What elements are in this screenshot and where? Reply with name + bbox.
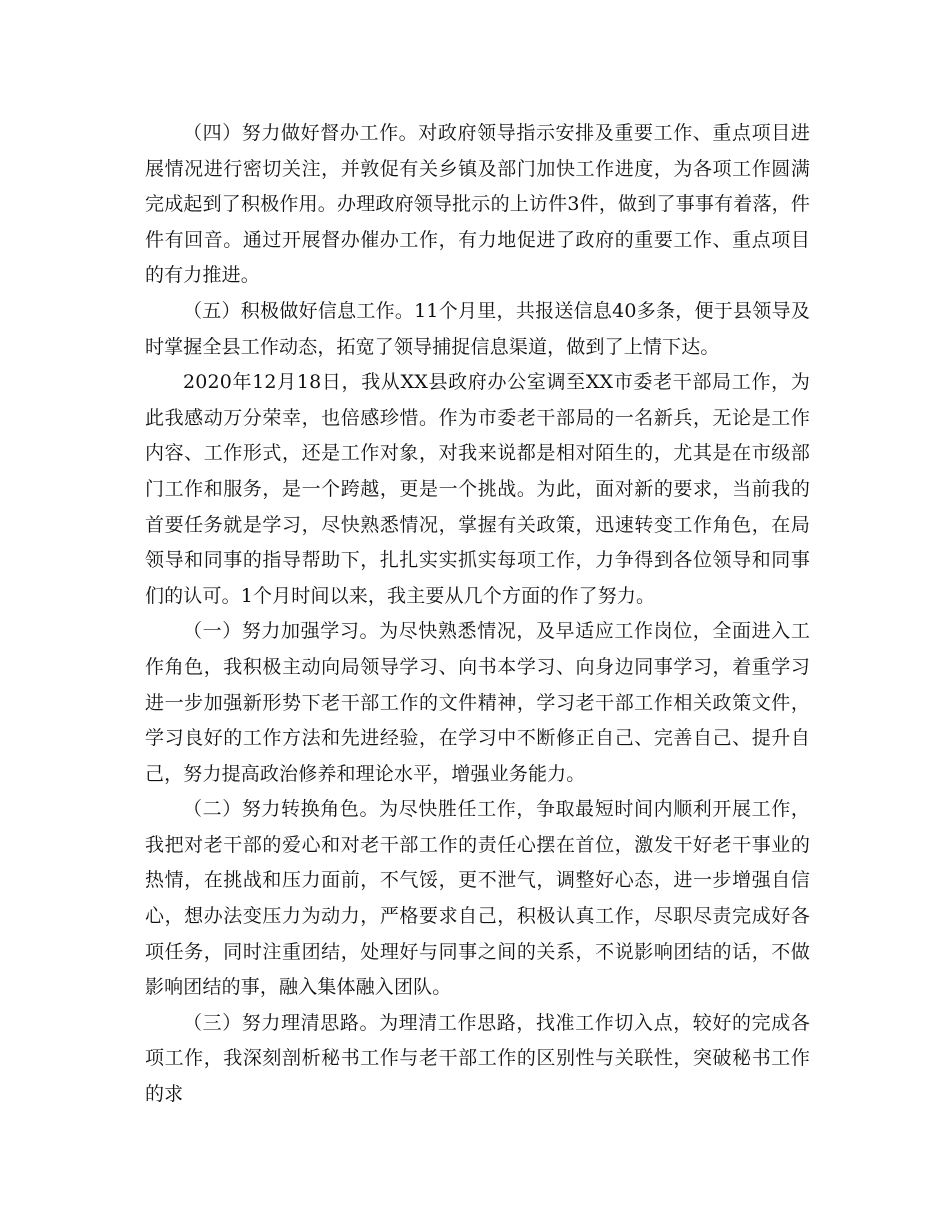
- paragraph-supervision: （四）努力做好督办工作。对政府领导指示安排及重要工作、重点项目进展情况进行密切关注，并敦促有关乡镇及部门加快工作进度，为各项工作圆满完成起到了积极作用。办理政府领导批示的上访件3件，做到了事事有着落，件件有回音。通过开展督办催办工作，有力地促进了政府的重要工作、重点项目的有力推进。: [145, 122, 810, 287]
- document-body: [145, 116, 810, 1113]
- paragraph-transfer: 2020年12月18日，我从XX县政府办公室调至XX市委老干部局工作，为此我感动万分荣幸，也倍感珍惜。作为市委老干部局的一名新兵，无论是工作内容、工作形式，还是工作对象，对我来说都是相对陌生的，尤其是在市级部门工作和服务，是一个跨越，更是一个挑战。为此，面对新的要求，当前我的首要任务就是学习，尽快熟悉情况，掌握有关政策，迅速转变工作角色，在局领导和同事的指导帮助下，扎扎实实抓实每项工作，力争得到各位领导和同事们的认可。1个月时间以来，我主要从几个方面的作了努力。: [145, 371, 810, 607]
- paragraph-study: （一）努力加强学习。为尽快熟悉情况，及早适应工作岗位，全面进入工作角色，我积极主动向局领导学习、向书本学习、向身边同事学习，着重学习进一步加强新形势下老干部工作的文件精神，学习老干部工作相关政策文件，学习良好的工作方法和先进经验，在学习中不断修正自己、完善自己、提升自己，努力提高政治修养和理论水平，增强业务能力。: [145, 620, 810, 785]
- paragraph-information: （五）积极做好信息工作。11个月里，共报送信息40多条，便于县领导及时掌握全县工作动态，拓宽了领导捕捉信息渠道，做到了上情下达。: [145, 299, 810, 358]
- paragraph-clarify-thinking: （三）努力理清思路。为理清工作思路，找准工作切入点，较好的完成各项工作，我深刻剖析秘书工作与老干部工作的区别性与关联性，突破秘书工作的求: [145, 1011, 810, 1106]
- paragraph-role-change: （二）努力转换角色。为尽快胜任工作，争取最短时间内顺利开展工作，我把对老干部的爱心和对老干部工作的责任心摆在首位，激发干好老干事业的热情，在挑战和压力面前，不气馁，更不泄气，调整好心态，进一步增强自信心，想办法变压力为动力，严格要求自己，积极认真工作，尽职尽责完成好各项任务，同时注重团结，处理好与同事之间的关系，不说影响团结的话，不做影响团结的事，融入集体融入团队。: [145, 798, 810, 999]
